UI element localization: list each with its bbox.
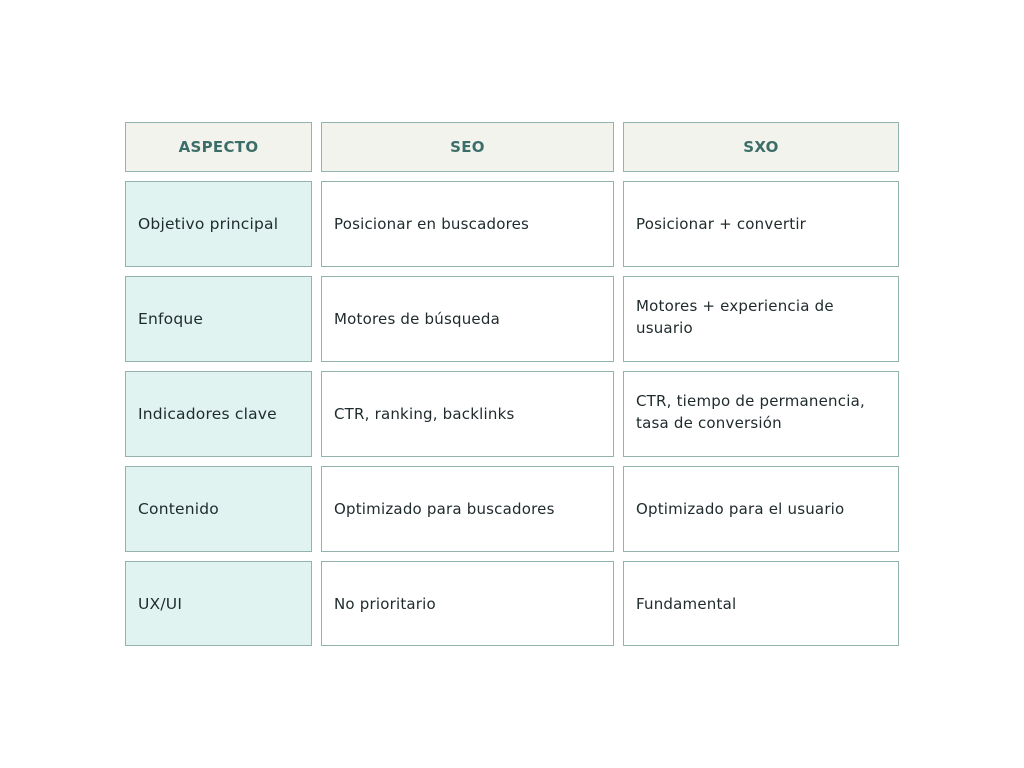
row-seo-cell: Optimizado para buscadores	[321, 466, 614, 552]
row-seo-cell: No prioritario	[321, 561, 614, 646]
row-aspect-cell: Objetivo principal	[125, 181, 312, 267]
comparison-table	[125, 122, 899, 646]
row-seo-cell: CTR, ranking, backlinks	[321, 371, 614, 457]
header-sxo: SXO	[623, 122, 899, 172]
row-aspect-cell: Indicadores clave	[125, 371, 312, 457]
row-sxo-cell: Posicionar + convertir	[623, 181, 899, 267]
row-aspect-cell: Enfoque	[125, 276, 312, 362]
row-sxo-cell: Optimizado para el usuario	[623, 466, 899, 552]
row-aspect-cell: UX/UI	[125, 561, 312, 646]
header-aspect: ASPECTO	[125, 122, 312, 172]
header-seo: SEO	[321, 122, 614, 172]
row-seo-cell: Posicionar en buscadores	[321, 181, 614, 267]
row-aspect-cell: Contenido	[125, 466, 312, 552]
row-sxo-cell: Motores + experiencia de usuario	[623, 276, 899, 362]
row-sxo-cell: CTR, tiempo de permanencia, tasa de conversión	[623, 371, 899, 457]
row-sxo-cell: Fundamental	[623, 561, 899, 646]
row-seo-cell: Motores de búsqueda	[321, 276, 614, 362]
